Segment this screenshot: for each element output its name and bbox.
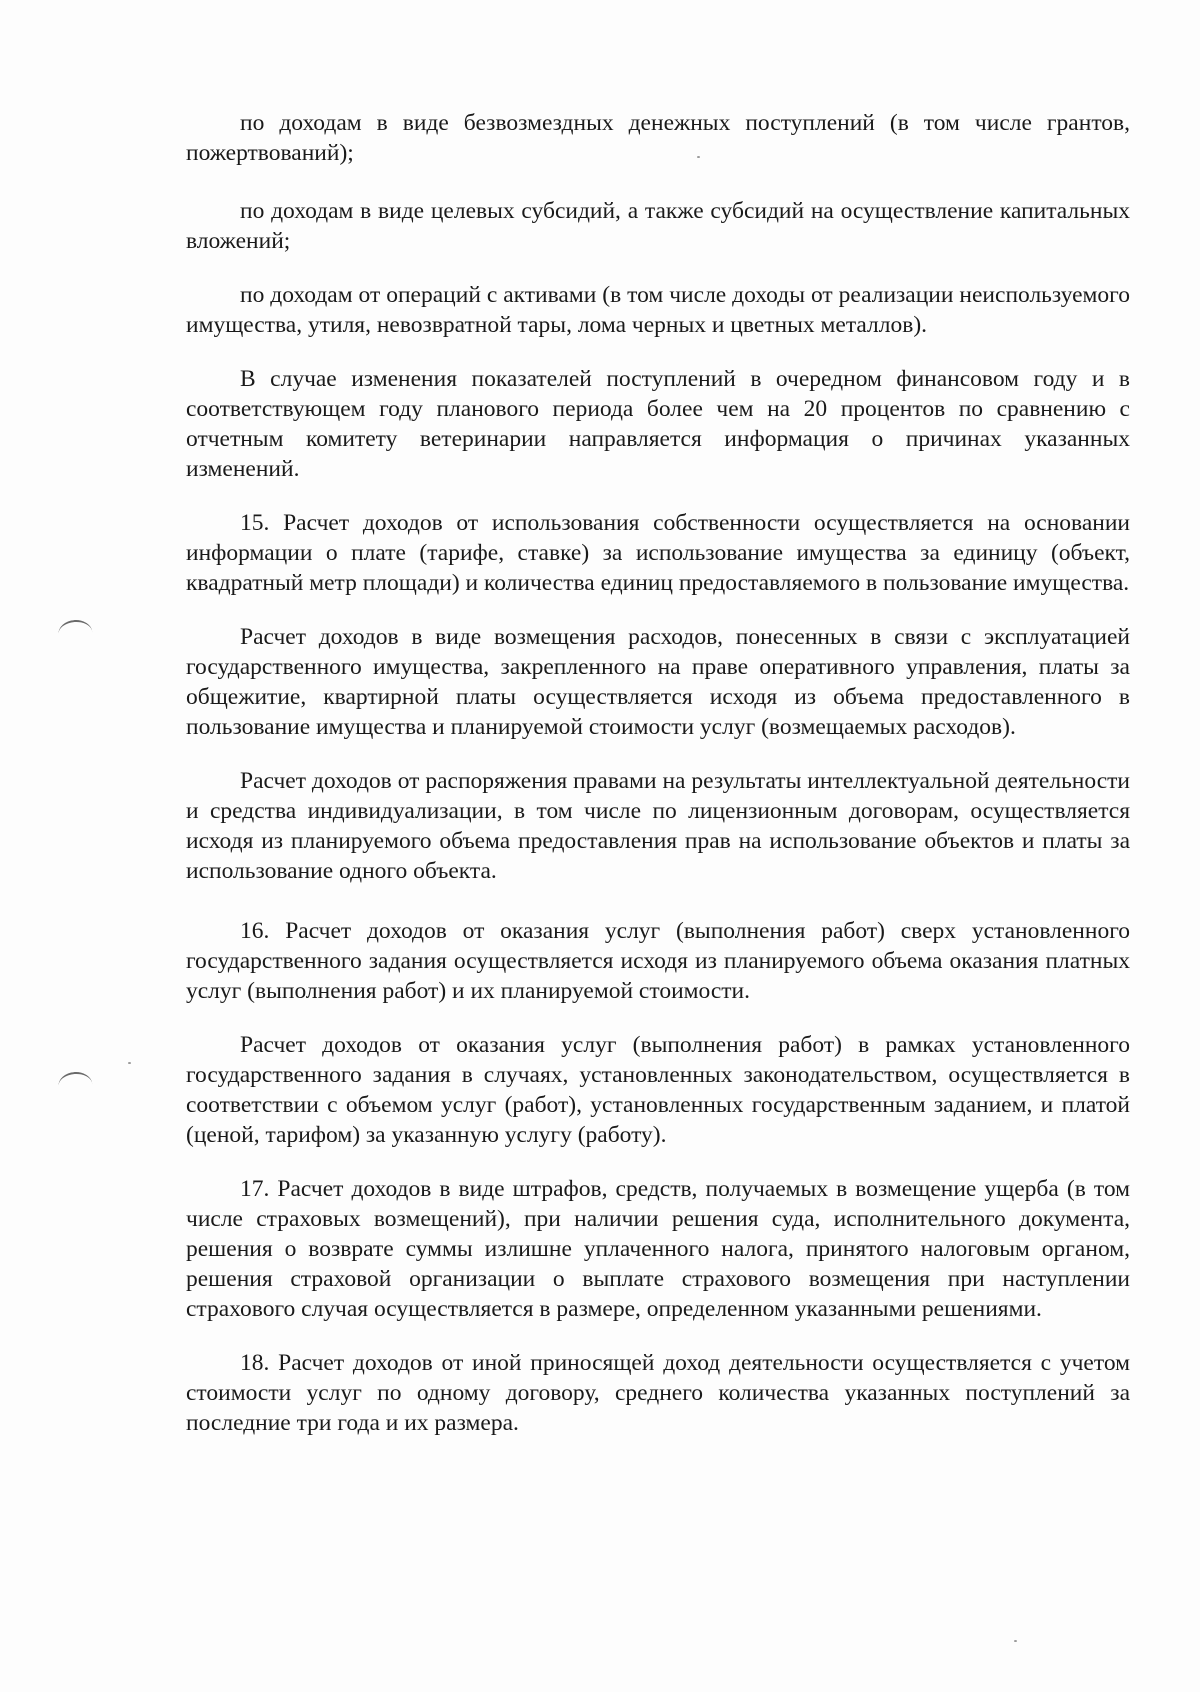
paragraph-item-15: 15. Расчет доходов от использования собственности осуществляется на основании информации о плате (тарифе, ставке) за использование имущества за единицу (объект, квадратный метр площади) и количества единиц предоставляемого в пользование имущества.	[186, 510, 1130, 596]
paragraph-expense-reimbursement: Расчет доходов в виде возмещения расходов, понесенных в связи с эксплуатацией государственного имущества, закрепленного на праве оперативного управления, платы за общежитие, квартирной платы осуществляется исходя из объема предоставленного в пользование имущества и планируемой стоимости услуг (возмещаемых расходов).	[186, 624, 1130, 740]
paragraph-change-notice: В случае изменения показателей поступлений в очередном финансовом году и в соответствующем году планового периода более чем на 20 процентов по сравнению с отчетным комитету ветеринарии направляется информация о причинах указанных изменений.	[186, 366, 1130, 482]
document-body	[186, 108, 1130, 1462]
paragraph-assets-income: по доходам от операций с активами (в том числе доходы от реализации неиспользуемого имущества, утиля, невозвратной тары, лома черных и цветных металлов).	[186, 282, 1130, 338]
scan-artifact-mark	[57, 619, 92, 637]
paragraph-item-18: 18. Расчет доходов от иной приносящей доход деятельности осуществляется с учетом стоимости услуг по одному договору, среднего количества указанных поступлений за последние три года и их размера.	[186, 1350, 1130, 1436]
scan-speck	[128, 1062, 131, 1064]
paragraph-item-16: 16. Расчет доходов от оказания услуг (выполнения работ) сверх установленного государственного задания осуществляется исходя из планируемого объема оказания платных услуг (выполнения работ) и их планируемой стоимости.	[186, 918, 1130, 1004]
paragraph-intellectual-property: Расчет доходов от распоряжения правами на результаты интеллектуальной деятельности и средства индивидуализации, в том числе по лицензионным договорам, осуществляется исходя из планируемого объема предоставления прав на использование объектов и платы за использование одного объекта.	[186, 768, 1130, 884]
scan-artifact-mark	[57, 1071, 92, 1089]
scan-speck	[1014, 1640, 1017, 1642]
paragraph-subsidies-income: по доходам в виде целевых субсидий, а также субсидий на осуществление капитальных вложений;	[186, 198, 1130, 254]
paragraph-state-assignment: Расчет доходов от оказания услуг (выполнения работ) в рамках установленного государственного задания в случаях, установленных законодательством, осуществляется в соответствии с объемом услуг (работ), установленных государственным заданием, и платой (ценой, тарифом) за указанную услугу (работу).	[186, 1032, 1130, 1148]
paragraph-item-17: 17. Расчет доходов в виде штрафов, средств, получаемых в возмещение ущерба (в том числе страховых возмещений), при наличии решения суда, исполнительного документа, решения о возврате суммы излишне уплаченного налога, принятого налоговым органом, решения страховой организации о выплате страхового возмещения при наступлении страхового случая осуществляется в размере, определенном указанными решениями.	[186, 1176, 1130, 1322]
paragraph-grants-income: по доходам в виде безвозмездных денежных поступлений (в том числе грантов, пожертвований);	[186, 110, 1130, 166]
